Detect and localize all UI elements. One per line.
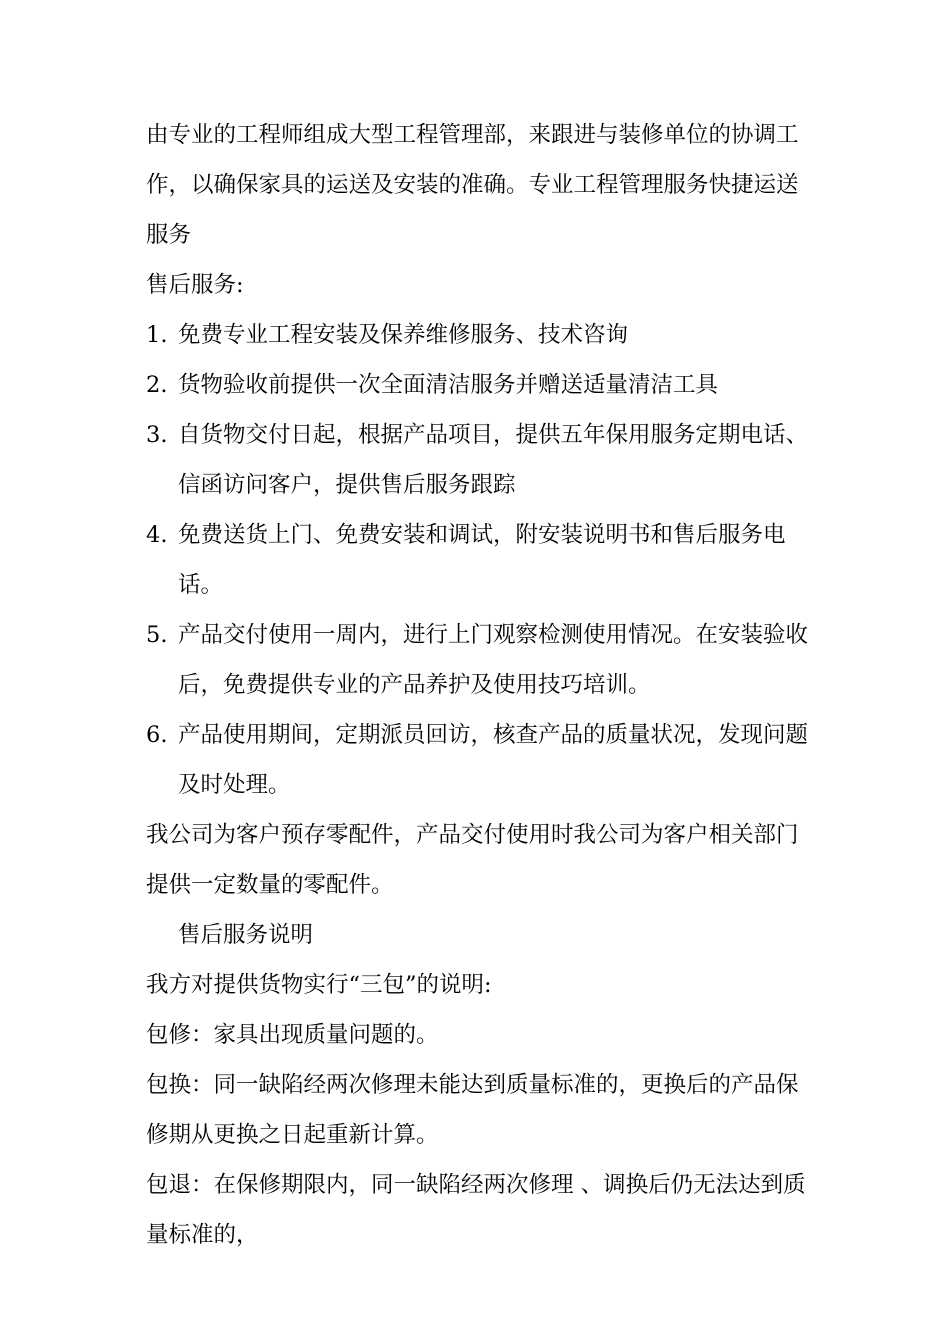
- list-item-text: 产品交付使用一周内，进行上门观察检测使用情况。在安装验收后，免费提供专业的产品养护及使用技巧培训。: [178, 622, 809, 698]
- replace-paragraph: 包换：同一缺陷经两次修理未能达到质量标准的，更换后的产品保修期从更换之日起重新计算。: [146, 1072, 799, 1148]
- list-item-text: 免费专业工程安装及保养维修服务、技术咨询: [178, 322, 629, 348]
- list-item: [146, 610, 811, 710]
- after-sales-heading: 售后服务:: [146, 272, 244, 298]
- list-item: [146, 360, 811, 410]
- list-item-number: 6.: [146, 722, 168, 748]
- list-item: [146, 410, 811, 510]
- list-item-text: 免费送货上门、免费安装和调试，附安装说明书和售后服务电话。: [178, 522, 786, 598]
- intro-paragraph: 由专业的工程师组成大型工程管理部，来跟进与装修单位的协调工作，以确保家具的运送及安装的准确。专业工程管理服务快捷运送服务: [146, 122, 799, 248]
- three-guarantees-intro: 我方对提供货物实行“三包”的说明:: [146, 972, 492, 998]
- list-item-number: 5.: [146, 622, 168, 648]
- list-item: [146, 710, 811, 810]
- spare-parts-paragraph: 我公司为客户预存零配件，产品交付使用时我公司为客户相关部门提供一定数量的零配件。: [146, 822, 799, 898]
- repair-paragraph: 包修：家具出现质量问题的。: [146, 1022, 439, 1048]
- after-sales-list: [146, 310, 811, 810]
- list-item-number: 4.: [146, 522, 168, 548]
- list-item-number: 2.: [146, 372, 168, 398]
- list-item-number: 1.: [146, 322, 168, 348]
- list-item: [146, 510, 811, 610]
- service-title: 售后服务说明: [178, 922, 314, 948]
- list-item: [146, 310, 811, 360]
- list-item-text: 产品使用期间，定期派员回访，核查产品的质量状况，发现问题及时处理。: [178, 722, 809, 798]
- list-item-number: 3.: [146, 422, 168, 448]
- list-item-text: 自货物交付日起，根据产品项目，提供五年保用服务定期电话、信函访问客户，提供售后服务跟踪: [178, 422, 809, 498]
- refund-paragraph: 包退：在保修期限内，同一缺陷经两次修理 、调换后仍无法达到质量标准的，: [146, 1172, 806, 1248]
- document-body: [146, 110, 811, 1260]
- list-item-text: 货物验收前提供一次全面清洁服务并赠送适量清洁工具: [178, 372, 719, 398]
